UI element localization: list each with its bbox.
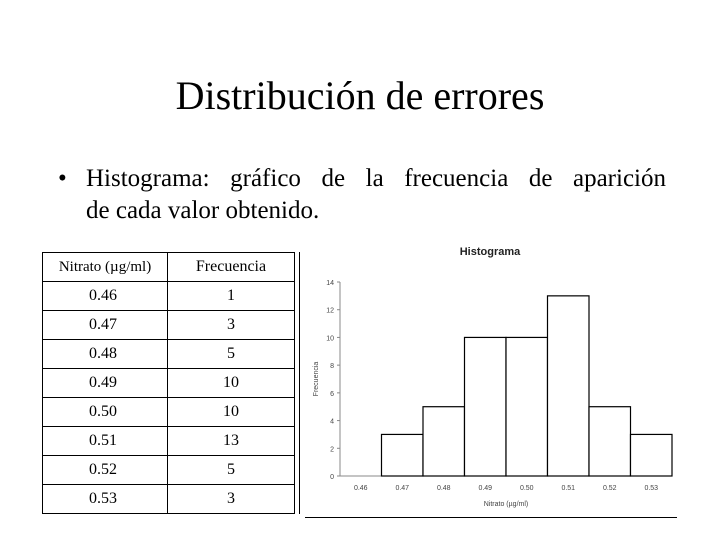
table-row	[43, 398, 295, 427]
bullet-text	[86, 163, 666, 227]
bullet-line-1: Histograma: gráfico de la frecuencia de aparición	[86, 165, 666, 192]
x-tick-label: 0.53	[644, 485, 659, 492]
column-header-frecuencia: Frecuencia	[168, 253, 295, 282]
histogram-bar	[382, 434, 424, 476]
y-axis-label: Frecuencia	[313, 361, 320, 397]
histogram-bar	[465, 337, 507, 476]
y-tick-label: 0	[330, 474, 334, 481]
x-tick-label: 0.49	[478, 485, 493, 492]
nitrato-cell: 0.51	[43, 427, 168, 456]
nitrato-cell: 0.52	[43, 456, 168, 485]
table-row	[43, 282, 295, 311]
bullet-line-2: de cada valor obtenido.	[86, 197, 320, 224]
frecuencia-cell: 1	[168, 282, 295, 311]
x-tick-label: 0.46	[353, 485, 368, 492]
y-tick-label: 10	[326, 335, 334, 343]
nitrato-cell: 0.48	[43, 340, 168, 369]
x-tick-label: 0.50	[519, 485, 534, 492]
x-tick-label: 0.47	[395, 485, 410, 492]
histogram-chart	[300, 238, 680, 518]
bullet-marker: •	[58, 165, 67, 192]
column-header-nitrato: Nitrato (µg/ml)	[43, 253, 168, 282]
frecuencia-cell: 5	[168, 456, 295, 485]
table-row	[43, 340, 295, 369]
y-tick-label: 6	[330, 390, 334, 398]
slide-title: Distribución de errores	[175, 73, 545, 118]
frecuencia-cell: 5	[168, 340, 295, 369]
y-tick-label: 2	[330, 446, 334, 454]
nitrato-cell: 0.47	[43, 311, 168, 340]
table-row	[43, 485, 295, 514]
x-tick-label: 0.52	[602, 485, 617, 492]
y-tick-label: 14	[326, 280, 334, 287]
chart-title: Histograma	[459, 246, 521, 258]
x-tick-label: 0.51	[561, 485, 576, 492]
x-axis-label: Nitrato (µg/ml)	[483, 501, 529, 508]
frequency-table	[42, 252, 295, 514]
histogram-bar	[589, 407, 631, 476]
table-row	[43, 456, 295, 485]
table-body	[43, 282, 295, 514]
y-tick-label: 8	[330, 363, 334, 371]
frecuencia-cell: 10	[168, 369, 295, 398]
x-tick-label: 0.48	[436, 485, 451, 492]
table-header-row	[43, 253, 295, 282]
table-row	[43, 369, 295, 398]
table-row	[43, 311, 295, 340]
frecuencia-cell: 3	[168, 485, 295, 514]
histogram-bar	[631, 434, 673, 476]
histogram-bar	[506, 337, 548, 476]
frecuencia-cell: 3	[168, 311, 295, 340]
nitrato-cell: 0.49	[43, 369, 168, 398]
nitrato-cell: 0.46	[43, 282, 168, 311]
nitrato-cell: 0.53	[43, 485, 168, 514]
y-tick-label: 4	[330, 418, 334, 426]
histogram-bar	[548, 296, 590, 476]
frecuencia-cell: 10	[168, 398, 295, 427]
table-row	[43, 427, 295, 456]
chart-baseline-rule	[305, 517, 677, 518]
histogram-bar	[423, 407, 465, 476]
y-tick-label: 12	[326, 307, 334, 315]
frecuencia-cell: 13	[168, 427, 295, 456]
nitrato-cell: 0.50	[43, 398, 168, 427]
